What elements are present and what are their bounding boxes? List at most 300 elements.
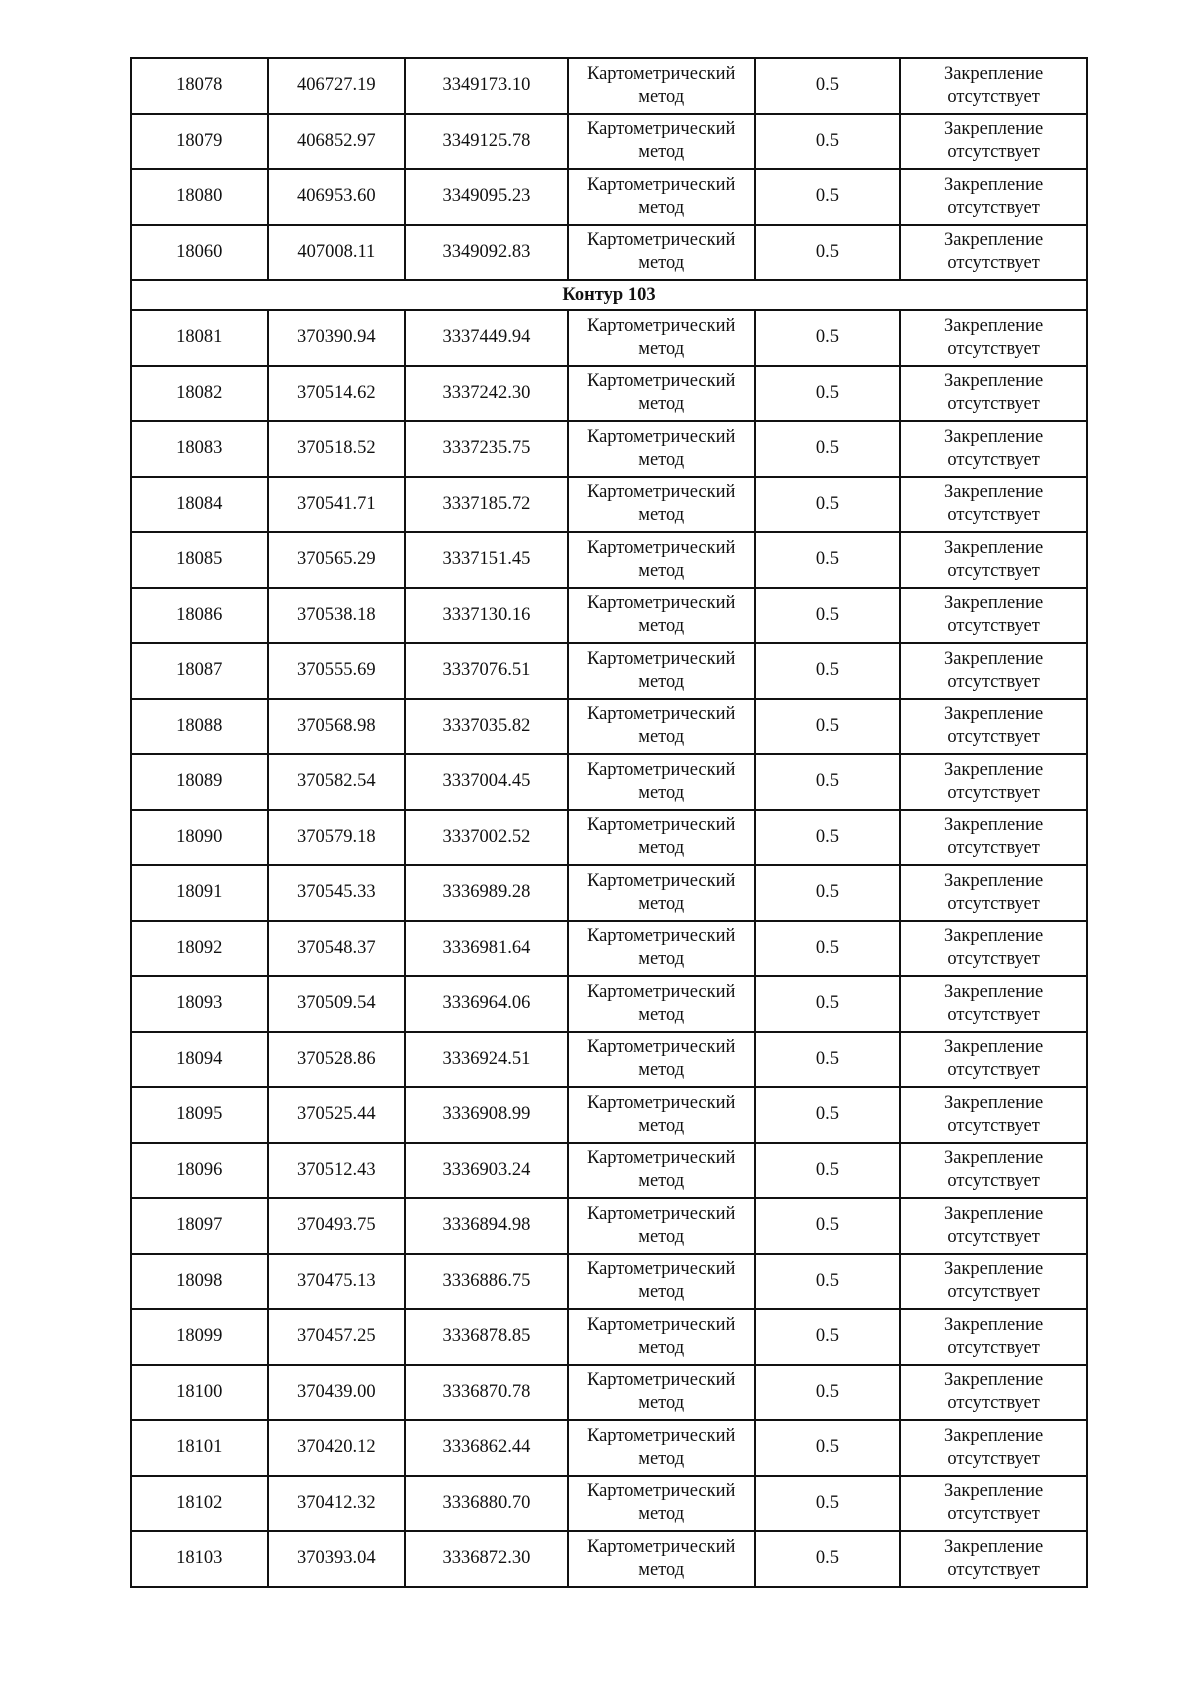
x-coordinate-cell: 370568.98 [268, 699, 406, 755]
point-number-cell: 18079 [131, 114, 268, 170]
y-coordinate-cell: 3349092.83 [405, 225, 568, 281]
x-coordinate-cell: 370538.18 [268, 588, 406, 644]
method-cell [568, 310, 755, 366]
x-coordinate-cell: 370555.69 [268, 643, 406, 699]
point-number-cell: 18103 [131, 1531, 268, 1587]
point-number-cell: 18085 [131, 532, 268, 588]
fixation-cell [900, 865, 1087, 921]
fixation-cell [900, 1420, 1087, 1476]
point-number-cell: 18081 [131, 310, 268, 366]
fixation-cell-line1: Закрепление [943, 1370, 1044, 1391]
fixation-cell [900, 532, 1087, 588]
fixation-cell-line1: Закрепление [943, 63, 1044, 84]
point-number-cell: 18096 [131, 1143, 268, 1199]
x-coordinate-cell: 370525.44 [268, 1087, 406, 1143]
fixation-cell-line1: Закрепление [943, 648, 1044, 669]
x-coordinate-cell: 406852.97 [268, 114, 406, 170]
fixation-cell-line2: отсутствует [947, 727, 1040, 748]
table-row [131, 754, 1087, 810]
x-coordinate-cell: 370457.25 [268, 1309, 406, 1365]
error-value-cell: 0.5 [755, 810, 901, 866]
method-cell-line1: Картометрический [586, 759, 736, 780]
method-cell [568, 921, 755, 977]
x-coordinate-cell: 370518.52 [268, 421, 406, 477]
x-coordinate-cell: 370439.00 [268, 1365, 406, 1421]
fixation-cell [900, 810, 1087, 866]
fixation-cell-line1: Закрепление [943, 981, 1044, 1002]
fixation-cell-line1: Закрепление [943, 482, 1044, 503]
y-coordinate-cell: 3336924.51 [405, 1032, 568, 1088]
error-value-cell: 0.5 [755, 643, 901, 699]
table-row [131, 1531, 1087, 1587]
point-number-cell: 18092 [131, 921, 268, 977]
method-cell [568, 1032, 755, 1088]
fixation-cell-line2: отсутствует [947, 1393, 1040, 1414]
point-number-cell: 18084 [131, 477, 268, 533]
x-coordinate-cell: 370545.33 [268, 865, 406, 921]
fixation-cell [900, 754, 1087, 810]
table-body-after-contour [131, 310, 1087, 1587]
method-cell [568, 754, 755, 810]
x-coordinate-cell: 370565.29 [268, 532, 406, 588]
fixation-cell-line2: отсутствует [947, 394, 1040, 415]
fixation-cell-line2: отсутствует [947, 86, 1040, 107]
method-cell [568, 1254, 755, 1310]
x-coordinate-cell: 370579.18 [268, 810, 406, 866]
error-value-cell: 0.5 [755, 921, 901, 977]
y-coordinate-cell: 3349125.78 [405, 114, 568, 170]
y-coordinate-cell: 3336989.28 [405, 865, 568, 921]
method-cell [568, 1476, 755, 1532]
method-cell-line1: Картометрический [586, 230, 736, 251]
fixation-cell-line1: Закрепление [943, 1536, 1044, 1557]
table-row [131, 1143, 1087, 1199]
error-value-cell: 0.5 [755, 1420, 901, 1476]
method-cell [568, 1365, 755, 1421]
error-value-cell: 0.5 [755, 976, 901, 1032]
method-cell-line2: метод [638, 394, 685, 415]
x-coordinate-cell: 406727.19 [268, 58, 406, 114]
error-value-cell: 0.5 [755, 1143, 901, 1199]
error-value-cell: 0.5 [755, 1254, 901, 1310]
method-cell [568, 1420, 755, 1476]
method-cell-line2: метод [638, 1504, 685, 1525]
error-value-cell: 0.5 [755, 1032, 901, 1088]
table-row [131, 114, 1087, 170]
point-number-cell: 18101 [131, 1420, 268, 1476]
method-cell-line1: Картометрический [586, 1425, 736, 1446]
y-coordinate-cell: 3349173.10 [405, 58, 568, 114]
method-cell-line2: метод [638, 949, 685, 970]
method-cell-line1: Картометрический [586, 371, 736, 392]
fixation-cell [900, 1309, 1087, 1365]
fixation-cell-line2: отсутствует [947, 782, 1040, 803]
point-number-cell: 18093 [131, 976, 268, 1032]
method-cell-line2: метод [638, 142, 685, 163]
error-value-cell: 0.5 [755, 225, 901, 281]
method-cell [568, 421, 755, 477]
fixation-cell-line1: Закрепление [943, 1314, 1044, 1335]
fixation-cell [900, 1198, 1087, 1254]
method-cell-line2: метод [638, 1004, 685, 1025]
table-row [131, 310, 1087, 366]
method-cell-line1: Картометрический [586, 1259, 736, 1280]
fixation-cell-line1: Закрепление [943, 759, 1044, 780]
method-cell-line2: метод [638, 86, 685, 107]
fixation-cell-line1: Закрепление [943, 815, 1044, 836]
method-cell [568, 532, 755, 588]
x-coordinate-cell: 370528.86 [268, 1032, 406, 1088]
table-row [131, 643, 1087, 699]
table-row [131, 477, 1087, 533]
fixation-cell-line1: Закрепление [943, 230, 1044, 251]
method-cell [568, 58, 755, 114]
table-row [131, 921, 1087, 977]
point-number-cell: 18080 [131, 169, 268, 225]
x-coordinate-cell: 370475.13 [268, 1254, 406, 1310]
fixation-cell [900, 1143, 1087, 1199]
coordinates-table [130, 57, 1088, 1588]
point-number-cell: 18078 [131, 58, 268, 114]
fixation-cell-line2: отсутствует [947, 197, 1040, 218]
point-number-cell: 18095 [131, 1087, 268, 1143]
error-value-cell: 0.5 [755, 865, 901, 921]
method-cell-line2: метод [638, 1115, 685, 1136]
table-row [131, 1476, 1087, 1532]
method-cell-line1: Картометрический [586, 1314, 736, 1335]
x-coordinate-cell: 370582.54 [268, 754, 406, 810]
x-coordinate-cell: 370393.04 [268, 1531, 406, 1587]
error-value-cell: 0.5 [755, 310, 901, 366]
y-coordinate-cell: 3336872.30 [405, 1531, 568, 1587]
table-row [131, 1087, 1087, 1143]
y-coordinate-cell: 3336908.99 [405, 1087, 568, 1143]
fixation-cell-line1: Закрепление [943, 926, 1044, 947]
fixation-cell-line2: отсутствует [947, 449, 1040, 470]
table-row [131, 1365, 1087, 1421]
y-coordinate-cell: 3337076.51 [405, 643, 568, 699]
method-cell [568, 1087, 755, 1143]
fixation-cell-line1: Закрепление [943, 1092, 1044, 1113]
x-coordinate-cell: 370509.54 [268, 976, 406, 1032]
fixation-cell-line1: Закрепление [943, 426, 1044, 447]
fixation-cell [900, 366, 1087, 422]
fixation-cell-line1: Закрепление [943, 371, 1044, 392]
method-cell-line1: Картометрический [586, 870, 736, 891]
y-coordinate-cell: 3336886.75 [405, 1254, 568, 1310]
point-number-cell: 18094 [131, 1032, 268, 1088]
fixation-cell-line2: отсутствует [947, 949, 1040, 970]
fixation-cell-line1: Закрепление [943, 593, 1044, 614]
y-coordinate-cell: 3337449.94 [405, 310, 568, 366]
method-cell [568, 976, 755, 1032]
method-cell-line1: Картометрический [586, 1370, 736, 1391]
fixation-cell [900, 421, 1087, 477]
x-coordinate-cell: 370420.12 [268, 1420, 406, 1476]
method-cell-line2: метод [638, 1171, 685, 1192]
y-coordinate-cell: 3336964.06 [405, 976, 568, 1032]
method-cell-line2: метод [638, 838, 685, 859]
method-cell-line1: Картометрический [586, 1203, 736, 1224]
method-cell [568, 1143, 755, 1199]
x-coordinate-cell: 370541.71 [268, 477, 406, 533]
method-cell-line2: метод [638, 1282, 685, 1303]
fixation-cell-line2: отсутствует [947, 1337, 1040, 1358]
y-coordinate-cell: 3337242.30 [405, 366, 568, 422]
method-cell [568, 114, 755, 170]
table-row [131, 810, 1087, 866]
table-row [131, 532, 1087, 588]
method-cell-line1: Картометрический [586, 1481, 736, 1502]
fixation-cell [900, 169, 1087, 225]
table-row [131, 1254, 1087, 1310]
x-coordinate-cell: 406953.60 [268, 169, 406, 225]
fixation-cell [900, 1531, 1087, 1587]
table-row [131, 1420, 1087, 1476]
point-number-cell: 18089 [131, 754, 268, 810]
fixation-cell-line1: Закрепление [943, 1425, 1044, 1446]
method-cell-line2: метод [638, 1337, 685, 1358]
method-cell [568, 588, 755, 644]
fixation-cell-line1: Закрепление [943, 315, 1044, 336]
method-cell-line1: Картометрический [586, 648, 736, 669]
fixation-cell [900, 225, 1087, 281]
y-coordinate-cell: 3337004.45 [405, 754, 568, 810]
y-coordinate-cell: 3336862.44 [405, 1420, 568, 1476]
method-cell-line1: Картометрический [586, 926, 736, 947]
method-cell-line1: Картометрический [586, 63, 736, 84]
fixation-cell-line1: Закрепление [943, 704, 1044, 725]
error-value-cell: 0.5 [755, 1365, 901, 1421]
point-number-cell: 18090 [131, 810, 268, 866]
method-cell [568, 1309, 755, 1365]
fixation-cell-line2: отсутствует [947, 253, 1040, 274]
fixation-cell-line2: отсутствует [947, 1060, 1040, 1081]
fixation-cell-line2: отсутствует [947, 1226, 1040, 1247]
method-cell [568, 366, 755, 422]
error-value-cell: 0.5 [755, 366, 901, 422]
x-coordinate-cell: 370390.94 [268, 310, 406, 366]
method-cell-line1: Картометрический [586, 426, 736, 447]
method-cell [568, 1531, 755, 1587]
fixation-cell-line2: отсутствует [947, 1171, 1040, 1192]
fixation-cell-line2: отсутствует [947, 838, 1040, 859]
fixation-cell [900, 699, 1087, 755]
error-value-cell: 0.5 [755, 477, 901, 533]
point-number-cell: 18082 [131, 366, 268, 422]
method-cell-line2: метод [638, 197, 685, 218]
method-cell-line1: Картометрический [586, 174, 736, 195]
fixation-cell [900, 114, 1087, 170]
method-cell-line1: Картометрический [586, 1037, 736, 1058]
method-cell-line2: метод [638, 1559, 685, 1580]
method-cell-line1: Картометрический [586, 1536, 736, 1557]
fixation-cell-line1: Закрепление [943, 870, 1044, 891]
error-value-cell: 0.5 [755, 421, 901, 477]
error-value-cell: 0.5 [755, 532, 901, 588]
table-row [131, 976, 1087, 1032]
fixation-cell [900, 1087, 1087, 1143]
fixation-cell-line2: отсутствует [947, 1448, 1040, 1469]
fixation-cell-line2: отсутствует [947, 505, 1040, 526]
table-row [131, 225, 1087, 281]
fixation-cell-line1: Закрепление [943, 174, 1044, 195]
y-coordinate-cell: 3337035.82 [405, 699, 568, 755]
y-coordinate-cell: 3337185.72 [405, 477, 568, 533]
method-cell-line2: метод [638, 449, 685, 470]
y-coordinate-cell: 3337130.16 [405, 588, 568, 644]
fixation-cell [900, 1032, 1087, 1088]
method-cell-line2: метод [638, 1060, 685, 1081]
method-cell [568, 1198, 755, 1254]
fixation-cell-line1: Закрепление [943, 1148, 1044, 1169]
fixation-cell-line1: Закрепление [943, 1481, 1044, 1502]
x-coordinate-cell: 370512.43 [268, 1143, 406, 1199]
fixation-cell [900, 1476, 1087, 1532]
method-cell [568, 225, 755, 281]
y-coordinate-cell: 3337151.45 [405, 532, 568, 588]
fixation-cell [900, 1365, 1087, 1421]
method-cell-line1: Картометрический [586, 315, 736, 336]
method-cell [568, 169, 755, 225]
fixation-cell [900, 1254, 1087, 1310]
fixation-cell-line2: отсутствует [947, 1504, 1040, 1525]
x-coordinate-cell: 407008.11 [268, 225, 406, 281]
method-cell-line1: Картометрический [586, 704, 736, 725]
table-row [131, 865, 1087, 921]
method-cell-line1: Картометрический [586, 482, 736, 503]
y-coordinate-cell: 3336981.64 [405, 921, 568, 977]
fixation-cell-line2: отсутствует [947, 893, 1040, 914]
table-row [131, 699, 1087, 755]
method-cell-line2: метод [638, 782, 685, 803]
y-coordinate-cell: 3337002.52 [405, 810, 568, 866]
y-coordinate-cell: 3336894.98 [405, 1198, 568, 1254]
y-coordinate-cell: 3336870.78 [405, 1365, 568, 1421]
method-cell-line2: метод [638, 1393, 685, 1414]
method-cell [568, 643, 755, 699]
fixation-cell-line2: отсутствует [947, 1004, 1040, 1025]
fixation-cell-line2: отсутствует [947, 1282, 1040, 1303]
method-cell-line1: Картометрический [586, 119, 736, 140]
error-value-cell: 0.5 [755, 58, 901, 114]
method-cell-line1: Картометрический [586, 1092, 736, 1113]
x-coordinate-cell: 370548.37 [268, 921, 406, 977]
method-cell-line2: метод [638, 338, 685, 359]
method-cell-line2: метод [638, 616, 685, 637]
y-coordinate-cell: 3336903.24 [405, 1143, 568, 1199]
contour-header-row [131, 280, 1087, 310]
table-row [131, 58, 1087, 114]
fixation-cell-line2: отсутствует [947, 1559, 1040, 1580]
table-row [131, 1198, 1087, 1254]
fixation-cell-line2: отсутствует [947, 142, 1040, 163]
point-number-cell: 18086 [131, 588, 268, 644]
method-cell-line2: метод [638, 253, 685, 274]
method-cell [568, 810, 755, 866]
error-value-cell: 0.5 [755, 114, 901, 170]
fixation-cell-line1: Закрепление [943, 1203, 1044, 1224]
fixation-cell-line1: Закрепление [943, 1037, 1044, 1058]
contour-section [131, 280, 1087, 310]
point-number-cell: 18087 [131, 643, 268, 699]
x-coordinate-cell: 370493.75 [268, 1198, 406, 1254]
method-cell-line2: метод [638, 727, 685, 748]
method-cell-line1: Картометрический [586, 981, 736, 1002]
method-cell-line1: Картометрический [586, 815, 736, 836]
fixation-cell [900, 310, 1087, 366]
method-cell [568, 865, 755, 921]
error-value-cell: 0.5 [755, 588, 901, 644]
fixation-cell [900, 921, 1087, 977]
point-number-cell: 18088 [131, 699, 268, 755]
point-number-cell: 18100 [131, 1365, 268, 1421]
fixation-cell [900, 58, 1087, 114]
fixation-cell-line1: Закрепление [943, 119, 1044, 140]
point-number-cell: 18102 [131, 1476, 268, 1532]
fixation-cell-line2: отсутствует [947, 671, 1040, 692]
fixation-cell [900, 588, 1087, 644]
table-row [131, 1309, 1087, 1365]
method-cell [568, 699, 755, 755]
y-coordinate-cell: 3349095.23 [405, 169, 568, 225]
method-cell-line2: метод [638, 671, 685, 692]
error-value-cell: 0.5 [755, 1476, 901, 1532]
fixation-cell-line1: Закрепление [943, 1259, 1044, 1280]
error-value-cell: 0.5 [755, 1531, 901, 1587]
error-value-cell: 0.5 [755, 699, 901, 755]
table-row [131, 1032, 1087, 1088]
table-body-before-contour [131, 58, 1087, 280]
method-cell-line2: метод [638, 505, 685, 526]
method-cell-line2: метод [638, 1448, 685, 1469]
y-coordinate-cell: 3337235.75 [405, 421, 568, 477]
error-value-cell: 0.5 [755, 1309, 901, 1365]
method-cell-line1: Картометрический [586, 1148, 736, 1169]
fixation-cell-line2: отсутствует [947, 338, 1040, 359]
point-number-cell: 18083 [131, 421, 268, 477]
point-number-cell: 18091 [131, 865, 268, 921]
method-cell [568, 477, 755, 533]
error-value-cell: 0.5 [755, 1087, 901, 1143]
x-coordinate-cell: 370412.32 [268, 1476, 406, 1532]
fixation-cell [900, 477, 1087, 533]
y-coordinate-cell: 3336880.70 [405, 1476, 568, 1532]
error-value-cell: 0.5 [755, 169, 901, 225]
table-row [131, 421, 1087, 477]
y-coordinate-cell: 3336878.85 [405, 1309, 568, 1365]
point-number-cell: 18098 [131, 1254, 268, 1310]
method-cell-line2: метод [638, 893, 685, 914]
method-cell-line2: метод [638, 1226, 685, 1247]
fixation-cell-line2: отсутствует [947, 1115, 1040, 1136]
error-value-cell: 0.5 [755, 754, 901, 810]
fixation-cell-line2: отсутствует [947, 616, 1040, 637]
x-coordinate-cell: 370514.62 [268, 366, 406, 422]
fixation-cell [900, 643, 1087, 699]
contour-label: Контур 103 [131, 280, 1087, 310]
fixation-cell [900, 976, 1087, 1032]
point-number-cell: 18097 [131, 1198, 268, 1254]
method-cell-line1: Картометрический [586, 537, 736, 558]
error-value-cell: 0.5 [755, 1198, 901, 1254]
table-row [131, 588, 1087, 644]
fixation-cell-line2: отсутствует [947, 560, 1040, 581]
fixation-cell-line1: Закрепление [943, 537, 1044, 558]
point-number-cell: 18060 [131, 225, 268, 281]
table-row [131, 169, 1087, 225]
point-number-cell: 18099 [131, 1309, 268, 1365]
